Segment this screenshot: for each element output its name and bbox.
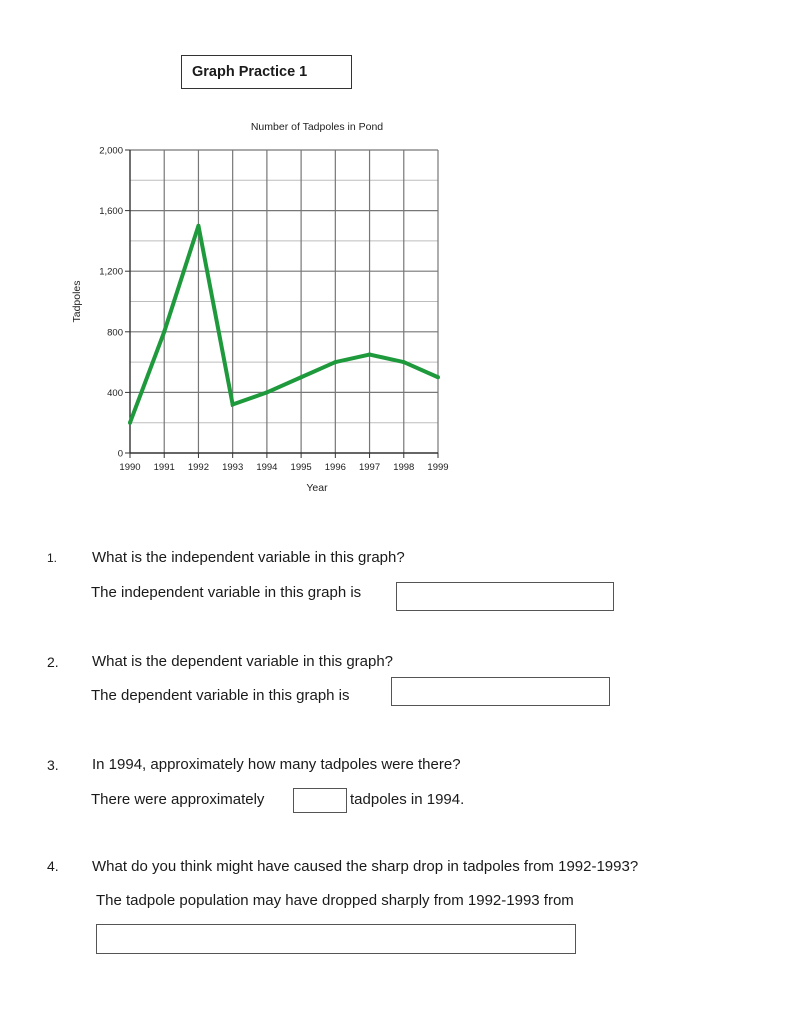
data-point-1998 (402, 360, 406, 364)
question-3-number: 3. (47, 757, 59, 773)
question-4-text: What do you think might have caused the sharp drop in tadpoles from 1992-1993? (92, 858, 639, 875)
answer-3-input[interactable] (293, 788, 347, 813)
answer-3-suffix: tadpoles in 1994. (350, 791, 465, 808)
question-2-number: 2. (47, 654, 59, 670)
answer-3-prefix: There were approximately (91, 791, 265, 808)
answer-4-input[interactable] (96, 924, 576, 954)
y-tick-label: 800 (107, 327, 123, 339)
tadpole-line-chart (60, 110, 480, 510)
question-3-text: In 1994, approximately how many tadpoles were there? (92, 756, 461, 773)
question-1-text: What is the independent variable in this graph? (92, 549, 405, 566)
tadpoles-series-line (130, 226, 438, 423)
question-2-text: What is the dependent variable in this graph? (92, 653, 394, 670)
y-tick-label: 2,000 (99, 145, 123, 157)
data-point-1990 (128, 421, 132, 425)
question-4-number: 4. (47, 858, 59, 874)
answer-2-input[interactable] (391, 677, 610, 706)
y-tick-label: 1,200 (99, 266, 123, 278)
data-point-1999 (436, 375, 440, 379)
y-tick-label: 400 (107, 387, 123, 399)
answer-2-prefix: The dependent variable in this graph is (91, 687, 350, 704)
data-point-1992 (196, 224, 200, 228)
answer-1-prefix: The independent variable in this graph is (91, 584, 362, 601)
x-tick-label: 1994 (256, 462, 278, 473)
answer-1-input[interactable] (396, 582, 614, 611)
answer-4-prefix: The tadpole population may have dropped sharply from 1992-1993 from (96, 892, 574, 909)
data-point-1997 (368, 353, 372, 357)
y-tick-label: 0 (117, 448, 123, 460)
x-axis-label: Year (306, 482, 328, 494)
x-tick-label: 1996 (324, 462, 346, 473)
question-1-number: 1. (47, 551, 58, 565)
data-point-1994 (265, 390, 269, 394)
x-tick-label: 1998 (393, 462, 415, 473)
x-tick-label: 1991 (153, 462, 175, 473)
chart-title: Number of Tadpoles in Pond (250, 121, 384, 133)
x-tick-label: 1995 (290, 462, 312, 473)
y-axis-label: Tadpoles (71, 280, 83, 323)
worksheet-title: Graph Practice 1 (181, 55, 352, 89)
data-point-1993 (231, 403, 235, 407)
y-tick-label: 1,600 (99, 206, 123, 218)
data-point-1995 (299, 375, 303, 379)
x-tick-label: 1993 (222, 462, 244, 473)
x-tick-label: 1997 (358, 462, 381, 473)
data-point-1996 (333, 360, 337, 364)
x-tick-label: 1999 (427, 462, 449, 473)
data-point-1991 (162, 330, 166, 334)
x-tick-label: 1990 (119, 462, 141, 473)
x-tick-label: 1992 (187, 462, 210, 473)
